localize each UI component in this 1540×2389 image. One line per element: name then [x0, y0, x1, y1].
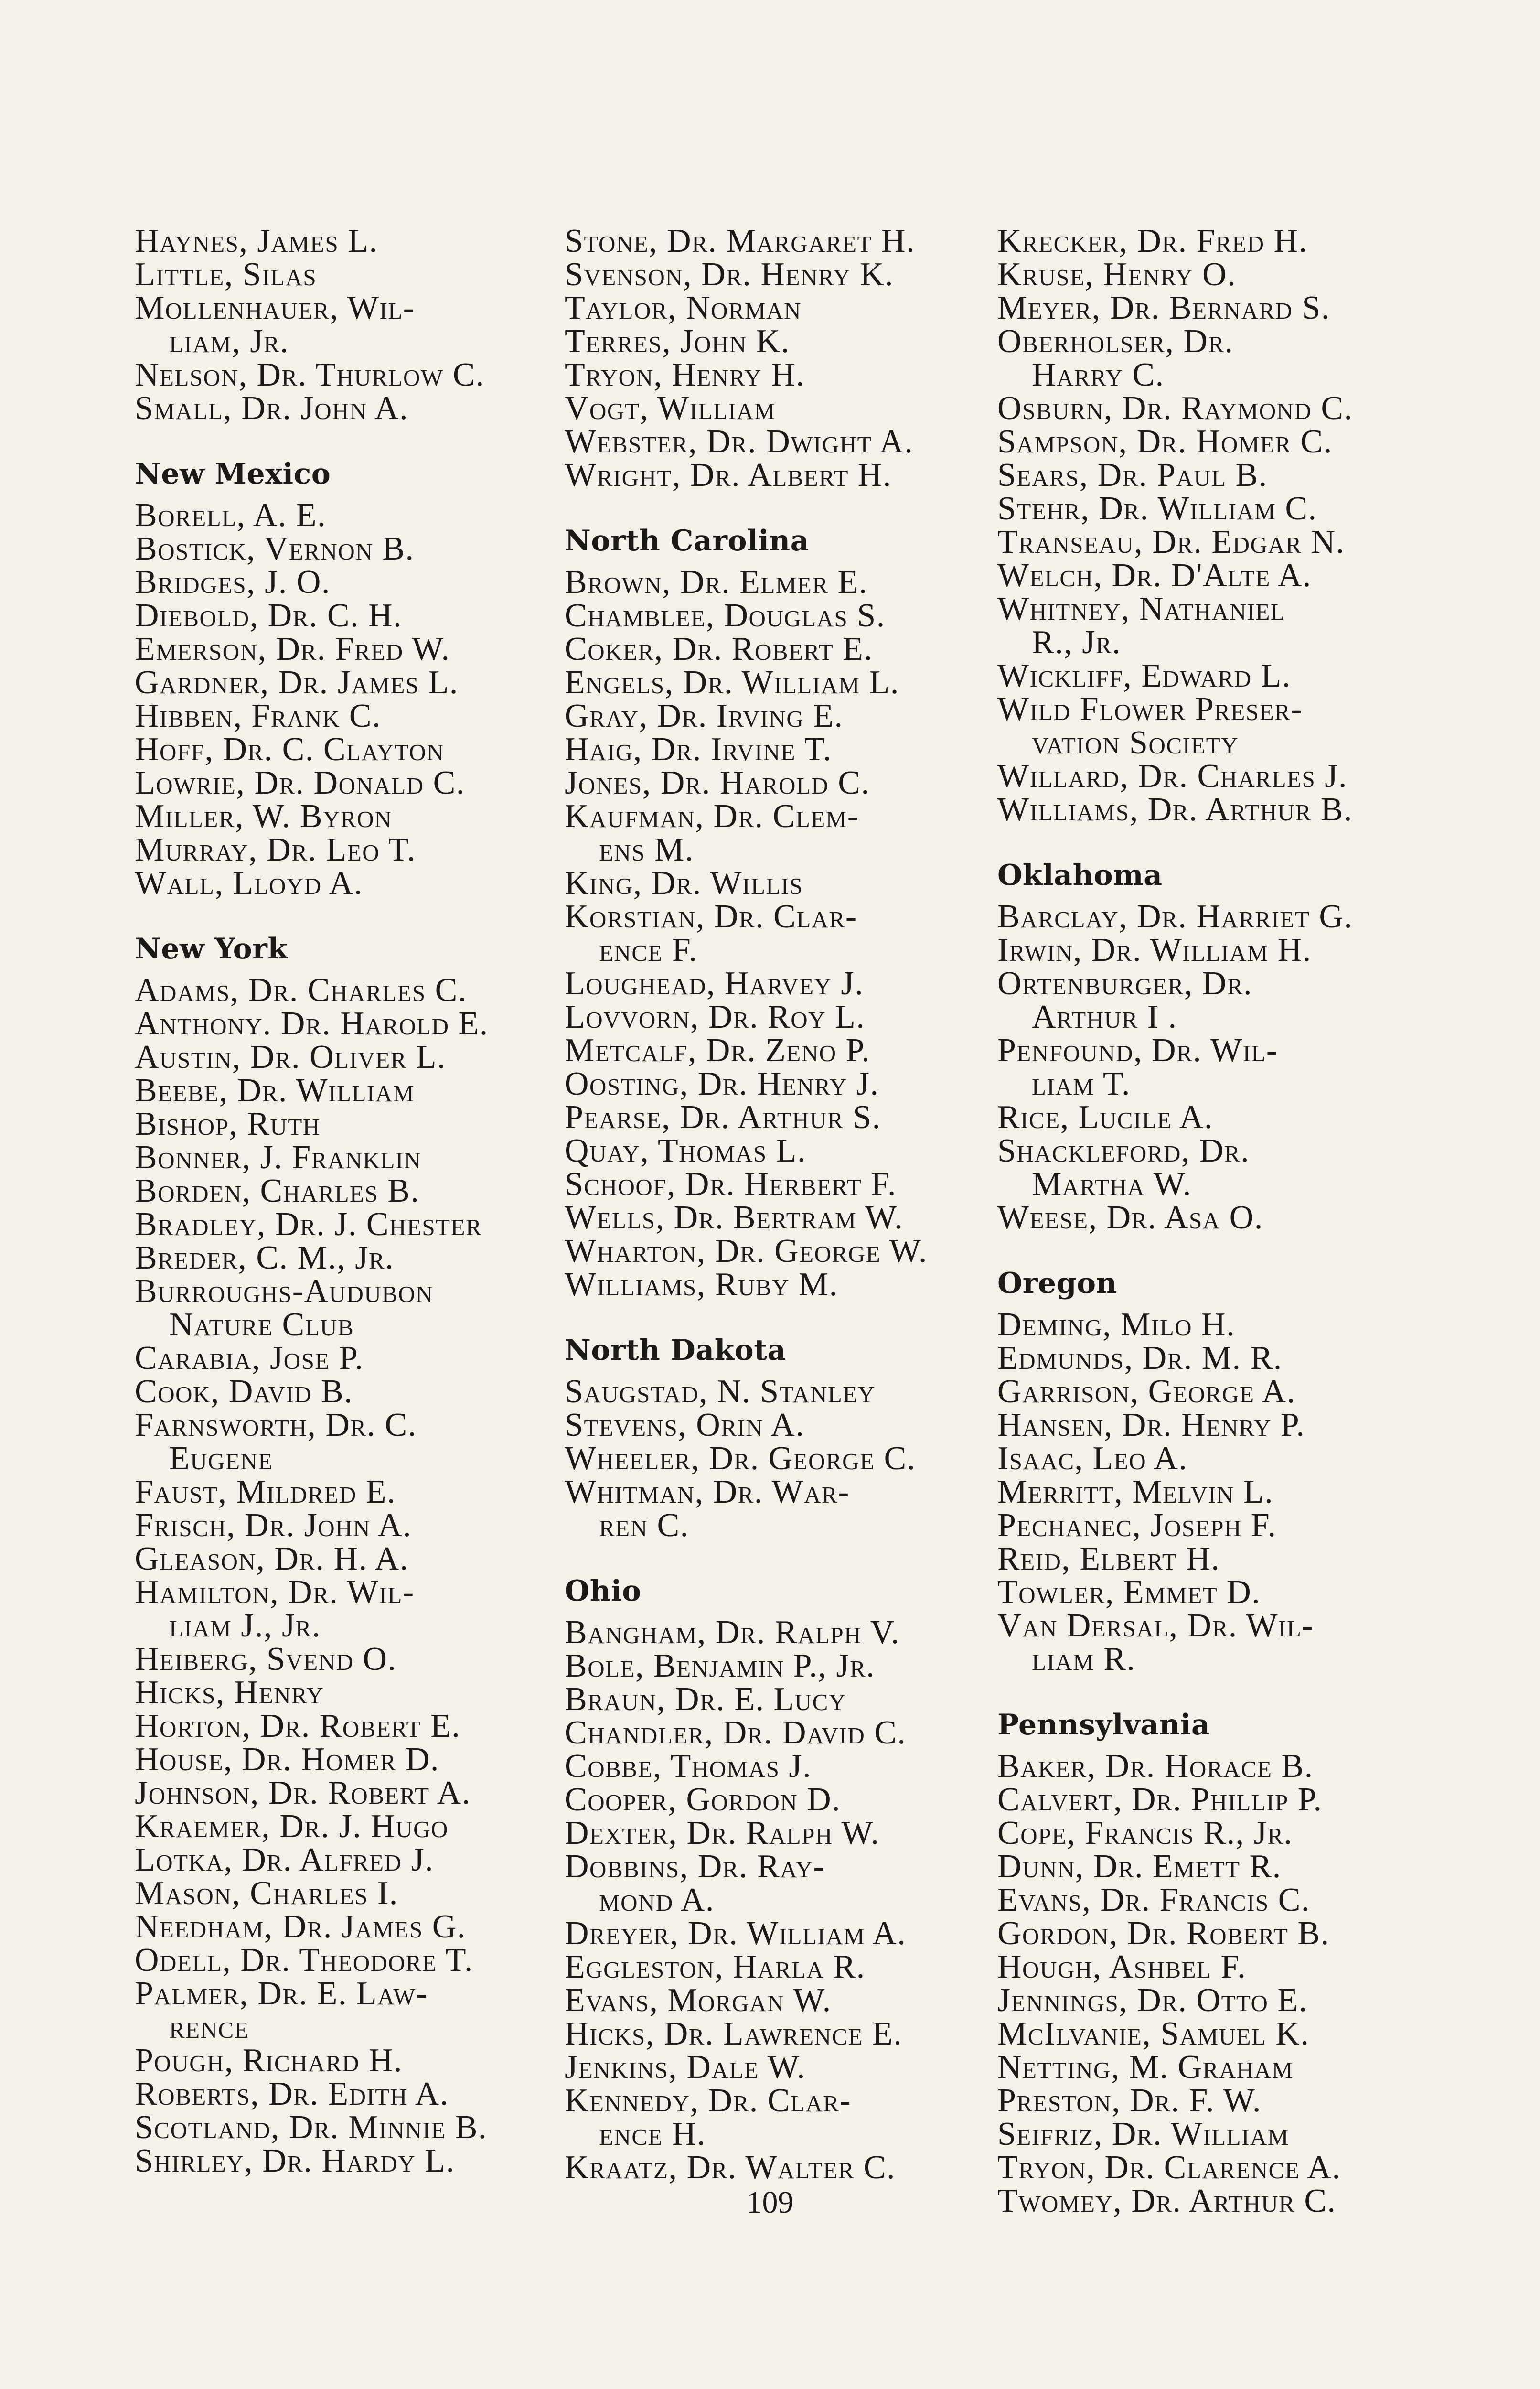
member-entry: Sampson, Dr. Homer C. [997, 423, 1333, 460]
continued-section [135, 225, 565, 425]
member-entry: Bole, Benjamin P., Jr. [565, 1647, 876, 1684]
state-heading: Oregon [997, 1267, 1117, 1300]
member-entry: Brown, Dr. Elmer E. [565, 564, 868, 601]
member-entry: Van Dersal, Dr. Wil- [997, 1607, 1314, 1644]
member-entry-continuation: Nature Club [169, 1306, 354, 1343]
member-entry: Burroughs-Audubon [135, 1273, 434, 1310]
member-entry: Stevens, Orin A. [565, 1407, 805, 1443]
member-entry: Small, Dr. John A. [135, 390, 409, 427]
member-entry: Cope, Francis R., Jr. [997, 1815, 1293, 1851]
member-entry: Stone, Dr. Margaret H. [565, 223, 916, 259]
column-3 [997, 225, 1427, 2218]
member-entry: Rice, Lucile A. [997, 1099, 1213, 1136]
member-entry: Kraatz, Dr. Walter C. [565, 2149, 896, 2186]
member-entry: Kraemer, Dr. J. Hugo [135, 1808, 449, 1845]
member-entry: Cook, David B. [135, 1373, 353, 1410]
member-entry: Deming, Milo H. [997, 1306, 1236, 1343]
member-entry: Osburn, Dr. Raymond C. [997, 390, 1353, 427]
member-entry: Needham, Dr. James G. [135, 1908, 466, 1945]
member-entry: Borden, Charles B. [135, 1173, 420, 1209]
member-entry: Taylor, Norman [565, 290, 802, 326]
member-entry: Chamblee, Douglas S. [565, 597, 886, 634]
member-entry: Cooper, Gordon D. [565, 1781, 841, 1818]
member-entry: Gleason, Dr. H. A. [135, 1540, 409, 1577]
state-section [135, 450, 565, 900]
member-entry: Kennedy, Dr. Clar- [565, 2082, 852, 2119]
member-entry: Whitney, Nathaniel [997, 591, 1286, 627]
member-entry: Wharton, Dr. George W. [565, 1233, 928, 1270]
column-1 [135, 225, 565, 2178]
member-entry: Korstian, Dr. Clar- [565, 898, 857, 935]
member-entry: Mason, Charles I. [135, 1875, 398, 1912]
member-entry: Dreyer, Dr. William A. [565, 1915, 907, 1952]
member-entry: Hansen, Dr. Henry P. [997, 1407, 1305, 1443]
member-entry: Mollenhauer, Wil- [135, 290, 415, 326]
member-entry: Tryon, Dr. Clarence A. [997, 2149, 1341, 2186]
member-entry: Netting, M. Graham [997, 2049, 1294, 2086]
member-entry-continuation: mond A. [599, 1882, 715, 1918]
member-entry: Dobbins, Dr. Ray- [565, 1848, 825, 1885]
member-entry: Chandler, Dr. David C. [565, 1714, 907, 1751]
member-entry: Dunn, Dr. Emett R. [997, 1848, 1282, 1885]
state-section [997, 851, 1427, 1235]
member-entry-continuation: Martha W. [1032, 1166, 1192, 1203]
member-entry-continuation: vation Society [1032, 724, 1239, 761]
member-entry: Engels, Dr. William L. [565, 664, 899, 701]
member-entry: Wickliff, Edward L. [997, 657, 1291, 694]
member-entry: Quay, Thomas L. [565, 1132, 806, 1169]
member-entry: Hoff, Dr. C. Clayton [135, 731, 445, 768]
state-section [565, 1326, 995, 1542]
member-entry: Sears, Dr. Paul B. [997, 457, 1268, 494]
member-entry: Little, Silas [135, 256, 317, 293]
member-entry: Reid, Elbert H. [997, 1540, 1220, 1577]
member-entry: Hicks, Dr. Lawrence E. [565, 2015, 903, 2052]
member-entry-continuation: ren C. [599, 1507, 689, 1544]
member-entry: Wells, Dr. Bertram W. [565, 1199, 904, 1236]
member-entry: Preston, Dr. F. W. [997, 2082, 1262, 2119]
member-entry: Adams, Dr. Charles C. [135, 972, 467, 1009]
member-entry: Seifriz, Dr. William [997, 2116, 1289, 2152]
page-number: 109 [746, 2185, 794, 2220]
member-entry: Oberholser, Dr. [997, 323, 1234, 360]
member-entry: Evans, Morgan W. [565, 1982, 832, 2019]
member-entry-continuation: liam J., Jr. [169, 1607, 321, 1644]
member-entry: Towler, Emmet D. [997, 1574, 1261, 1611]
member-entry: Kruse, Henry O. [997, 256, 1237, 293]
member-entry: Wheeler, Dr. George C. [565, 1440, 916, 1477]
member-entry: Wall, Lloyd A. [135, 865, 363, 902]
member-entry: Webster, Dr. Dwight A. [565, 423, 914, 460]
member-entry: Tryon, Henry H. [565, 356, 805, 393]
member-entry: Calvert, Dr. Phillip P. [997, 1781, 1323, 1818]
member-entry: Baker, Dr. Horace B. [997, 1748, 1314, 1785]
state-heading: Oklahoma [997, 859, 1163, 892]
member-entry: Diebold, Dr. C. H. [135, 597, 403, 634]
state-section [135, 925, 565, 2178]
member-entry: Garrison, George A. [997, 1373, 1296, 1410]
member-entry: King, Dr. Willis [565, 865, 803, 902]
member-entry: Isaac, Leo A. [997, 1440, 1188, 1477]
member-entry: Heiberg, Svend O. [135, 1641, 397, 1678]
member-entry: Hamilton, Dr. Wil- [135, 1574, 415, 1611]
member-entry: Nelson, Dr. Thurlow C. [135, 356, 485, 393]
member-entry: Irwin, Dr. William H. [997, 932, 1312, 969]
member-entry: Frisch, Dr. John A. [135, 1507, 412, 1544]
member-entry: Jones, Dr. Harold C. [565, 764, 870, 801]
member-entry-continuation: R., Jr. [1032, 624, 1122, 661]
member-entry: Cobbe, Thomas J. [565, 1748, 812, 1785]
member-entry: Barclay, Dr. Harriet G. [997, 898, 1353, 935]
member-entry: Odell, Dr. Theodore T. [135, 1942, 473, 1979]
state-heading: New York [135, 932, 288, 966]
member-entry: Vogt, William [565, 390, 776, 427]
member-entry: Krecker, Dr. Fred H. [997, 223, 1308, 259]
column-2 [565, 225, 995, 2185]
member-entry: Terres, John K. [565, 323, 790, 360]
member-entry: Bangham, Dr. Ralph V. [565, 1614, 900, 1651]
member-entry: Twomey, Dr. Arthur C. [997, 2183, 1337, 2219]
member-entry: Williams, Dr. Arthur B. [997, 791, 1353, 828]
member-entry: Pearse, Dr. Arthur S. [565, 1099, 881, 1136]
member-entry: Willard, Dr. Charles J. [997, 758, 1348, 795]
member-entry: Hough, Ashbel F. [997, 1948, 1247, 1985]
member-entry: Eggleston, Harla R. [565, 1948, 866, 1985]
member-entry: Carabia, Jose P. [135, 1340, 364, 1377]
member-entry: Edmunds, Dr. M. R. [997, 1340, 1283, 1377]
continued-section [997, 225, 1427, 827]
state-section [997, 1259, 1427, 1676]
member-entry: Dexter, Dr. Ralph W. [565, 1815, 880, 1851]
member-entry: Bostick, Vernon B. [135, 530, 415, 567]
member-entry: Roberts, Dr. Edith A. [135, 2076, 449, 2112]
member-entry: Scotland, Dr. Minnie B. [135, 2109, 488, 2146]
member-entry: Murray, Dr. Leo T. [135, 831, 416, 868]
member-entry: Braun, Dr. E. Lucy [565, 1681, 846, 1718]
member-entry: Wright, Dr. Albert H. [565, 457, 892, 494]
member-entry: Merritt, Melvin L. [997, 1474, 1274, 1510]
member-entry: Gray, Dr. Irving E. [565, 698, 844, 734]
member-entry: Svenson, Dr. Henry K. [565, 256, 894, 293]
state-heading: North Dakota [565, 1334, 786, 1367]
continued-section [565, 225, 995, 492]
member-entry: Hibben, Frank C. [135, 698, 382, 734]
member-entry-continuation: Harry C. [1032, 356, 1165, 393]
member-entry: Emerson, Dr. Fred W. [135, 631, 450, 667]
state-section [565, 517, 995, 1302]
member-entry: Farnsworth, Dr. C. [135, 1407, 417, 1443]
state-heading: Pennsylvania [997, 1708, 1210, 1742]
member-entry-continuation: ence H. [599, 2116, 706, 2152]
state-section [565, 1567, 995, 2185]
state-section [997, 1700, 1427, 2218]
member-entry: Borell, A. E. [135, 497, 326, 534]
member-entry-continuation: liam T. [1032, 1065, 1131, 1102]
member-entry: Stehr, Dr. William C. [997, 490, 1317, 527]
member-entry: Metcalf, Dr. Zeno P. [565, 1032, 871, 1069]
member-entry: Miller, W. Byron [135, 798, 392, 835]
member-entry: Haig, Dr. Irvine T. [565, 731, 832, 768]
member-entry: Meyer, Dr. Bernard S. [997, 290, 1330, 326]
member-entry: Wild Flower Preser- [997, 691, 1303, 728]
member-entry: Kaufman, Dr. Clem- [565, 798, 859, 835]
member-entry-continuation: ens M. [599, 831, 694, 868]
member-entry: Evans, Dr. Francis C. [997, 1882, 1310, 1918]
member-entry: Breder, C. M., Jr. [135, 1239, 395, 1276]
member-entry: Oosting, Dr. Henry J. [565, 1065, 879, 1102]
member-entry: Austin, Dr. Oliver L. [135, 1039, 447, 1076]
member-entry: Shirley, Dr. Hardy L. [135, 2142, 455, 2179]
member-entry: Williams, Ruby M. [565, 1266, 838, 1303]
member-entry: Schoof, Dr. Herbert F. [565, 1166, 897, 1203]
member-entry: Horton, Dr. Robert E. [135, 1708, 461, 1744]
member-entry: Coker, Dr. Robert E. [565, 631, 873, 667]
member-entry: Transeau, Dr. Edgar N. [997, 524, 1345, 560]
member-entry-continuation: Arthur I . [1032, 999, 1177, 1035]
member-entry: Bishop, Ruth [135, 1106, 321, 1142]
member-entry: Palmer, Dr. E. Law- [135, 1975, 428, 2012]
member-entry: Pough, Richard H. [135, 2042, 403, 2079]
member-entry: Gardner, Dr. James L. [135, 664, 459, 701]
state-heading: North Carolina [565, 524, 810, 558]
member-entry: Loughead, Harvey J. [565, 965, 864, 1002]
member-entry-continuation: Eugene [169, 1440, 273, 1477]
member-entry-continuation: rence [169, 2009, 250, 2045]
member-entry: Penfound, Dr. Wil- [997, 1032, 1278, 1069]
member-entry: Shackleford, Dr. [997, 1132, 1250, 1169]
member-entry: Hicks, Henry [135, 1674, 324, 1711]
member-entry: Lovvorn, Dr. Roy L. [565, 999, 866, 1035]
member-entry: Jenkins, Dale W. [565, 2049, 806, 2086]
member-entry-continuation: ence F. [599, 932, 698, 969]
member-entry: Bridges, J. O. [135, 564, 331, 601]
member-entry: Anthony. Dr. Harold E. [135, 1005, 489, 1042]
member-entry: Bradley, Dr. J. Chester [135, 1206, 482, 1243]
member-entry: Weese, Dr. Asa O. [997, 1199, 1263, 1236]
member-entry: Saugstad, N. Stanley [565, 1373, 876, 1410]
state-heading: New Mexico [135, 457, 331, 491]
member-entry: Gordon, Dr. Robert B. [997, 1915, 1330, 1952]
member-entry: Whitman, Dr. War- [565, 1474, 850, 1510]
member-entry: Pechanec, Joseph F. [997, 1507, 1277, 1544]
member-entry: Bonner, J. Franklin [135, 1139, 422, 1176]
member-entry: Haynes, James L. [135, 223, 378, 259]
member-entry: Beebe, Dr. William [135, 1072, 415, 1109]
member-entry-continuation: liam, Jr. [169, 323, 289, 360]
member-entry: Welch, Dr. D'Alte A. [997, 557, 1312, 594]
member-entry: Faust, Mildred E. [135, 1474, 396, 1510]
member-entry: Lotka, Dr. Alfred J. [135, 1841, 434, 1878]
member-entry: Ortenburger, Dr. [997, 965, 1253, 1002]
member-entry: Jennings, Dr. Otto E. [997, 1982, 1308, 2019]
member-entry: Lowrie, Dr. Donald C. [135, 764, 465, 801]
state-heading: Ohio [565, 1574, 642, 1608]
member-entry-continuation: liam R. [1032, 1641, 1136, 1678]
member-entry: McIlvanie, Samuel K. [997, 2015, 1310, 2052]
member-entry: House, Dr. Homer D. [135, 1741, 439, 1778]
member-entry: Johnson, Dr. Robert A. [135, 1775, 471, 1811]
